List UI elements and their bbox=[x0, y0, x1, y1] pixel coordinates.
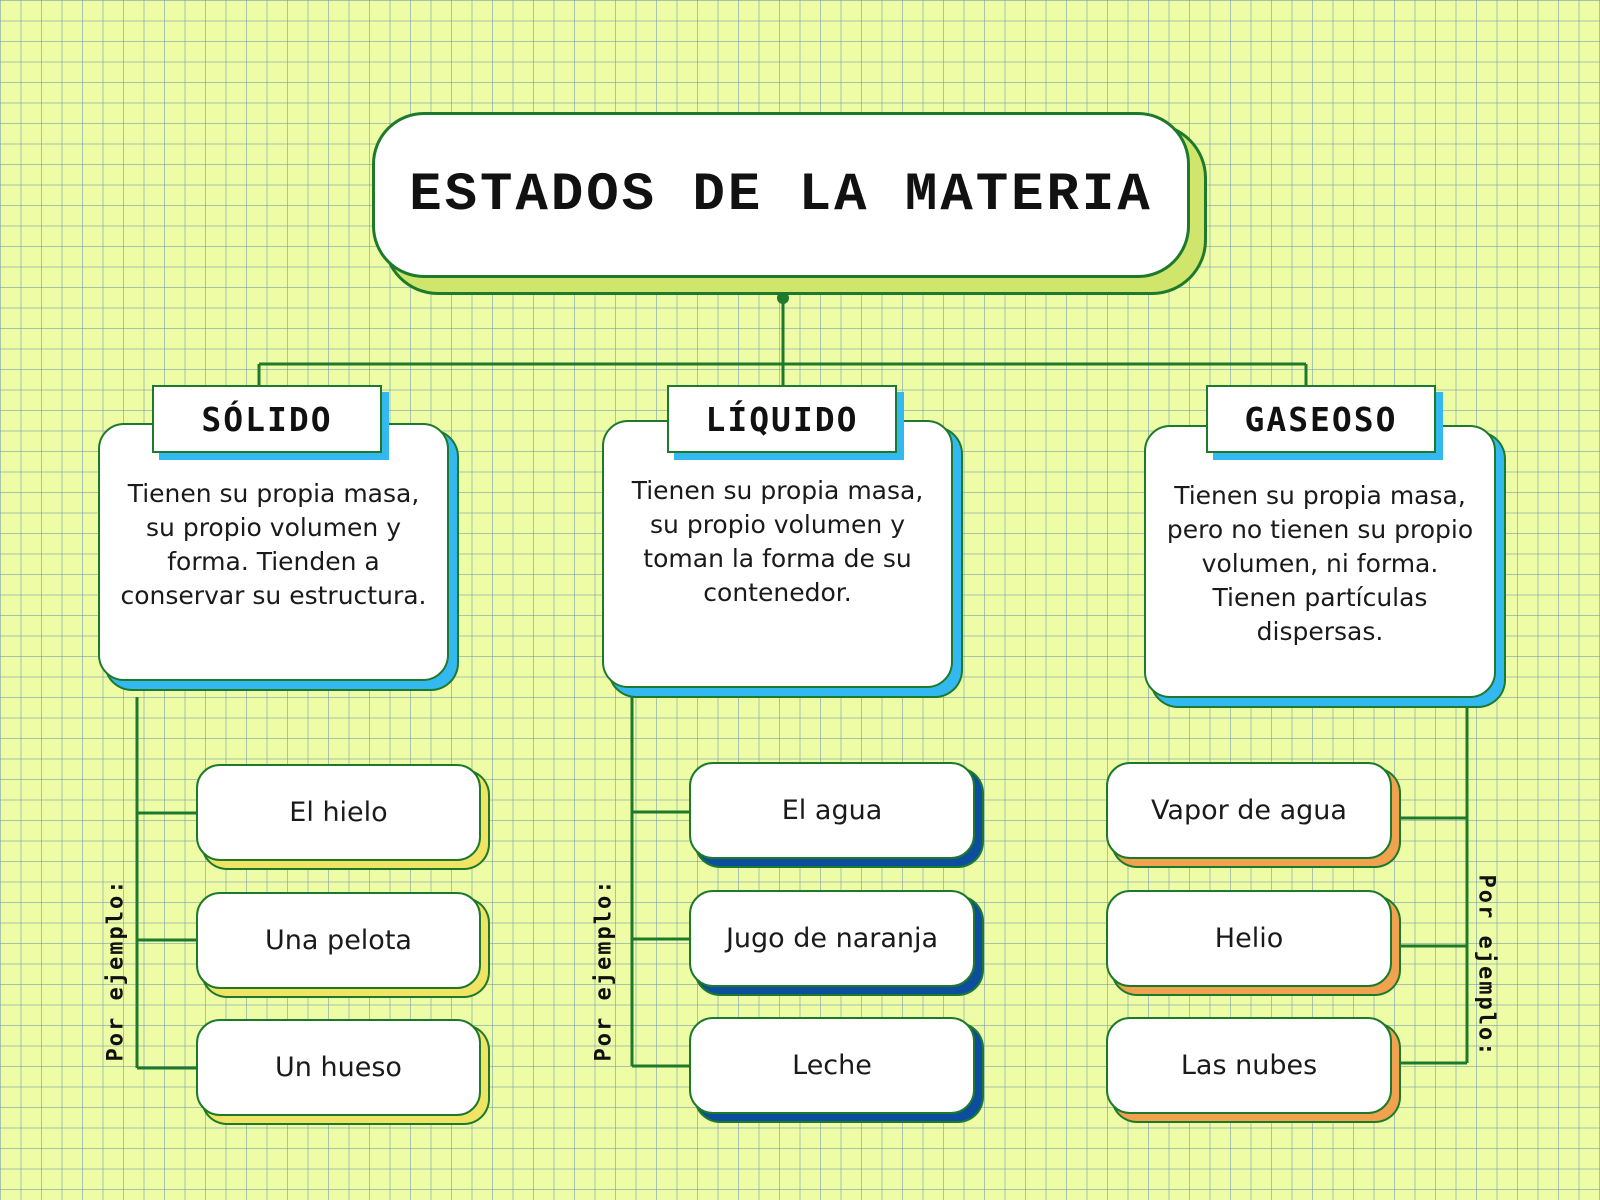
solid-examples-label: Por ejemplo: bbox=[103, 878, 129, 1062]
liquid-label: LÍQUIDO bbox=[705, 399, 859, 439]
liquid-card bbox=[602, 420, 953, 688]
liquid-example-3: Leche bbox=[689, 1017, 975, 1114]
gas-label: GASEOSO bbox=[1244, 399, 1398, 439]
title-box bbox=[372, 112, 1190, 278]
solid-example-1: El hielo bbox=[196, 764, 481, 861]
gas-example-2: Helio bbox=[1106, 890, 1392, 987]
solid-example-3: Un hueso bbox=[196, 1019, 481, 1116]
gas-label-box bbox=[1206, 385, 1436, 453]
gas-card bbox=[1144, 425, 1496, 698]
solid-label: SÓLIDO bbox=[201, 399, 333, 439]
solid-example-2: Una pelota bbox=[196, 892, 481, 989]
gas-examples-label: Por ejemplo: bbox=[1473, 874, 1499, 1058]
solid-label-box bbox=[152, 385, 382, 453]
liquid-description: Tienen su propia masa, su propio volumen y toman la forma de su contenedor. bbox=[631, 476, 924, 607]
solid-description: Tienen su propia masa, su propio volumen y forma. Tienden a conservar su estructura. bbox=[120, 479, 427, 610]
gas-example-1: Vapor de agua bbox=[1106, 762, 1392, 859]
diagram-title: ESTADOS DE LA MATERIA bbox=[409, 164, 1153, 226]
gas-example-3: Las nubes bbox=[1106, 1017, 1392, 1114]
liquid-example-1: El agua bbox=[689, 762, 975, 859]
title-connector-dot bbox=[777, 292, 789, 304]
liquid-examples-label: Por ejemplo: bbox=[591, 878, 617, 1062]
gas-description: Tienen su propia masa, pero no tienen su propio volumen, ni forma. Tienen partículas dispersas. bbox=[1166, 481, 1474, 646]
liquid-example-2: Jugo de naranja bbox=[689, 890, 975, 987]
solid-card bbox=[98, 423, 449, 681]
liquid-label-box bbox=[667, 385, 897, 453]
